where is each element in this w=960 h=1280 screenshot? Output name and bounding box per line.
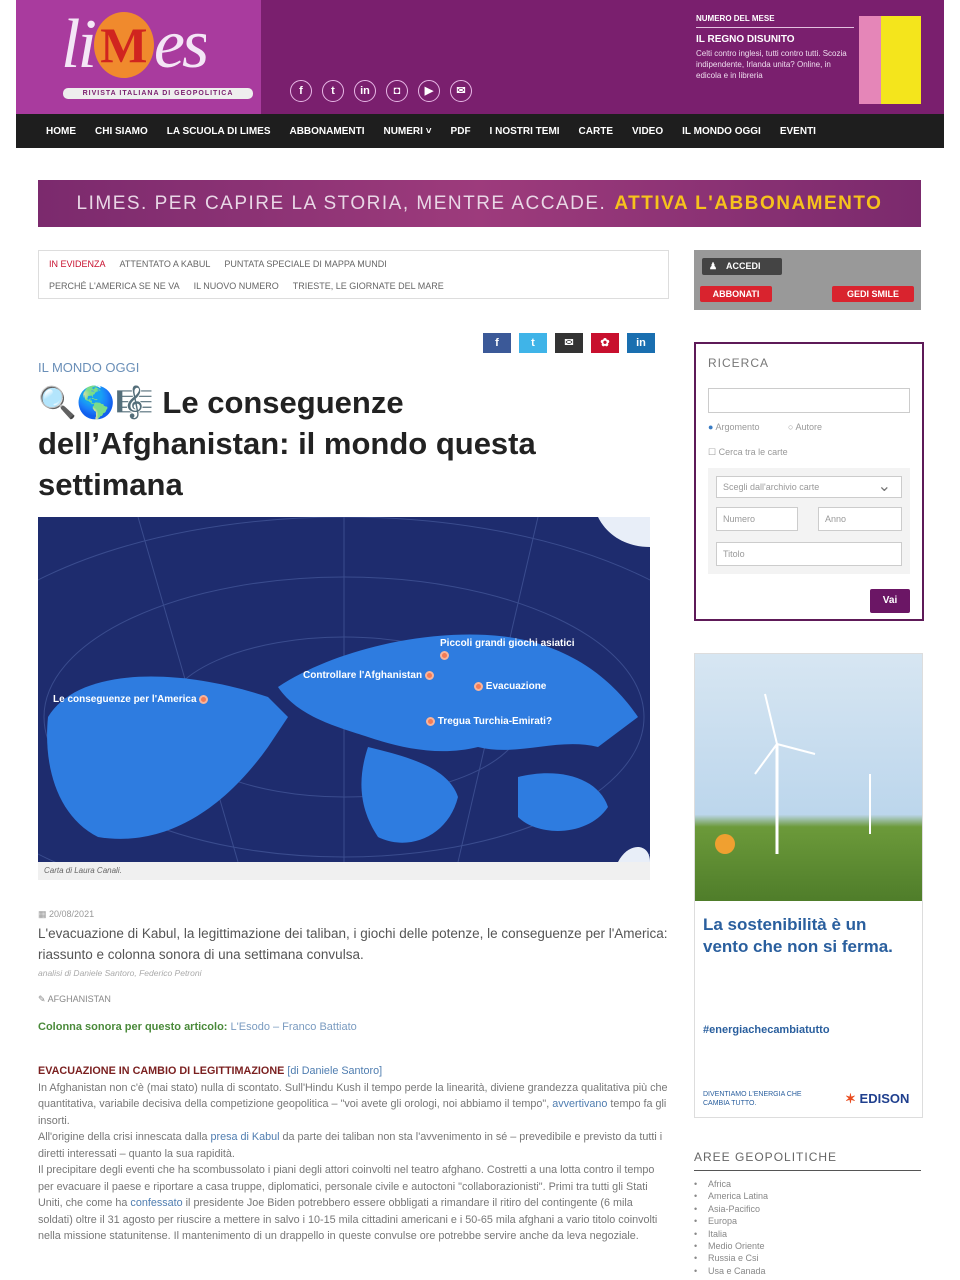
search-input[interactable]	[708, 388, 910, 413]
site-header	[16, 0, 944, 114]
article-authors: analisi di Daniele Santoro, Federico Petroni	[38, 968, 202, 978]
share-twitter-button[interactable]: t	[519, 333, 547, 353]
numero-input[interactable]: Numero	[716, 507, 798, 531]
areas-heading: AREE GEOPOLITICHE	[694, 1150, 921, 1171]
twitter-icon[interactable]: t	[322, 80, 344, 102]
nav-chi-siamo[interactable]: CHI SIAMO	[95, 125, 148, 137]
checkbox-carte[interactable]: ☐ Cerca tra le carte	[708, 447, 788, 457]
evidenza-item[interactable]: IL NUOVO NUMERO	[193, 281, 279, 291]
soundtrack: Colonna sonora per questo articolo: L'Esodo – Franco Battiato	[38, 1021, 357, 1033]
author-link[interactable]: [di Daniele Santoro]	[287, 1065, 383, 1077]
archive-select[interactable]: Scegli dall'archivio carte ⌄	[716, 476, 902, 498]
radio-autore[interactable]: ○ Autore	[788, 422, 822, 432]
area-link[interactable]: • Europa	[694, 1215, 768, 1227]
search-submit-button[interactable]: Vai	[870, 589, 910, 613]
evidenza-item[interactable]: TRIESTE, LE GIORNATE DEL MARE	[292, 281, 444, 291]
chevron-down-icon: ⌄	[877, 478, 891, 495]
area-link[interactable]: • Italia	[694, 1228, 768, 1240]
soundtrack-link[interactable]: L'Esodo – Franco Battiato	[230, 1021, 357, 1033]
subscribe-cta[interactable]: ATTIVA L'ABBONAMENTO	[614, 192, 883, 214]
user-icon: ♟	[709, 261, 718, 271]
gedi-smile-button[interactable]: GEDI SMILE	[832, 286, 914, 302]
nav-home[interactable]: HOME	[46, 125, 76, 137]
article-tag[interactable]: ✎ AFGHANISTAN	[38, 994, 111, 1004]
linkedin-icon[interactable]: in	[354, 80, 376, 102]
share-facebook-button[interactable]: f	[483, 333, 511, 353]
login-button[interactable]: ♟ ACCEDI	[702, 258, 782, 275]
logo-lettering: li Mes	[61, 8, 207, 82]
map-label: Evacuazione	[474, 681, 546, 693]
logo-subtitle: RIVISTA ITALIANA DI GEOPOLITICA	[63, 88, 253, 99]
nav-mondo-oggi[interactable]: IL MONDO OGGI	[682, 125, 761, 137]
map-label: Controllare l'Afghanistan	[303, 670, 434, 682]
edison-logo: ✶ EDISON	[845, 1091, 910, 1106]
share-gift-button[interactable]: ✿	[591, 333, 619, 353]
world-map-graphic	[38, 517, 650, 862]
issue-cover-image[interactable]	[859, 16, 921, 104]
share-linkedin-button[interactable]: in	[627, 333, 655, 353]
nav-abbonamenti[interactable]: ABBONAMENTI	[289, 125, 365, 137]
anno-input[interactable]: Anno	[818, 507, 902, 531]
share-buttons	[483, 333, 655, 353]
login-box	[694, 250, 921, 310]
article-map-image	[38, 517, 650, 862]
evidenza-item[interactable]: PERCHÉ L'AMERICA SE NE VA	[49, 281, 180, 291]
subscription-banner[interactable]: LIMES. PER CAPIRE LA STORIA, MENTRE ACCADE. ATTIVA L'ABBONAMENTO	[38, 180, 921, 227]
article-title: 🔍🌎🎼 Le conseguenze dell’Afghanistan: il mondo questa settimana	[38, 385, 536, 502]
ad-wind-turbine-photo	[695, 654, 923, 901]
radio-argomento[interactable]: ● Argomento	[708, 422, 760, 432]
article-category[interactable]: IL MONDO OGGI	[38, 360, 140, 375]
nav-video[interactable]: VIDEO	[632, 125, 664, 137]
area-link[interactable]: • Africa	[694, 1178, 768, 1190]
inline-link[interactable]: avvertivano	[552, 1098, 608, 1110]
map-label: Le conseguenze per l'America	[53, 694, 208, 706]
article-body: EVACUAZIONE IN CAMBIO DI LEGITTIMAZIONE [di Daniele Santoro] In Afghanistan non c'è (mai stato) nulla di scontato. Sull'Hindu Kush il tempo perde la linearità, diviene grandezza qualitativa più che quantitativa, variabile decisiva della competizione geopolitica – "voi avete gli orologi, noi abbiamo il tempo", avvertivano tempo fa gli insorti. All'origine della crisi innescata dalla presa di Kabul da parte dei taliban non sta l'avvenimento in sé – prevedibile e previsto da tutti i diretti interessati – quanto la sua rapidità. Il precipitare degli eventi che ha scombussolato i piani degli attori coinvolti nel teatro afghano. Costretti a una lotta contro il tempo per evacuare il paese e riportare a casa truppe, diplomatici, personale civile e autoctoni "collaborazionisti". Primi tra tutti gli Stati Uniti, che come ha confessato il presidente Joe Biden potrebbero essere obbligati a rimandare il ritiro del contingente (6 mila soldati) oltre il 31 agosto per riuscire a mettere in salvo i 10-15 mila cittadini americani e i 50-65 mila afghani a vario titolo coinvolti nella missione statunitense. Il mantenimento di un drappello in queste convulse ore potrebbe servire anche da leva negoziale.	[38, 1065, 668, 1242]
map-caption: Carta di Laura Canali.	[38, 862, 650, 880]
areas-list	[694, 1178, 768, 1277]
area-link[interactable]: • Asia-Pacifico	[694, 1203, 768, 1215]
nav-temi[interactable]: I NOSTRI TEMI	[489, 125, 560, 137]
limes-logo[interactable]	[61, 8, 261, 106]
area-link[interactable]: • Medio Oriente	[694, 1240, 768, 1252]
instagram-icon[interactable]: ◘	[386, 80, 408, 102]
area-link[interactable]: • America Latina	[694, 1190, 768, 1202]
nav-pdf[interactable]: PDF	[450, 125, 471, 137]
nav-eventi[interactable]: EVENTI	[779, 125, 816, 137]
main-nav	[16, 114, 944, 148]
search-box: RICERCA ● Argomento ○ Autore ☐ Cerca tra le carte Scegli dall'archivio carte ⌄ Numero Anno Titolo Vai	[694, 342, 924, 621]
inline-link[interactable]: confessato	[130, 1197, 183, 1209]
facebook-icon[interactable]: f	[290, 80, 312, 102]
nav-numeri[interactable]: NUMERI ˅	[383, 125, 432, 137]
inline-link[interactable]: presa di Kabul	[210, 1131, 280, 1143]
article-date: ▦ 20/08/2021	[38, 909, 95, 919]
nav-carte[interactable]: CARTE	[578, 125, 613, 137]
in-evidenza-box: IN EVIDENZA ATTENTATO A KABUL PUNTATA SPECIALE DI MAPPA MUNDI PERCHÉ L'AMERICA SE NE VA IL NUOVO NUMERO TRIESTE, LE GIORNATE DEL MARE	[38, 250, 669, 299]
tag-icon: ✎	[38, 994, 46, 1004]
email-icon[interactable]: ✉	[450, 80, 472, 102]
area-link[interactable]: • Russia e Csi	[694, 1252, 768, 1264]
article-summary: L'evacuazione di Kabul, la legittimazione dei taliban, i giochi delle potenze, le conseguenze per l'America: riassunto e colonna sonora di una settimana convulsa.	[38, 926, 668, 962]
evidenza-item[interactable]: ATTENTATO A KABUL	[119, 259, 211, 269]
issue-of-month[interactable]: NUMERO DEL MESE IL REGNO DISUNITO Celti contro inglesi, tutti contro tutti. Scozia indipendente, Irlanda unita? Online, in edicola e in libreria	[696, 14, 854, 81]
subscribe-button[interactable]: ABBONATI	[700, 286, 772, 302]
youtube-icon[interactable]: ▶	[418, 80, 440, 102]
calendar-icon: ▦	[38, 909, 47, 919]
map-label: Tregua Turchia-Emirati?	[426, 716, 552, 728]
titolo-input[interactable]: Titolo	[716, 542, 902, 566]
area-link[interactable]: • Usa e Canada	[694, 1265, 768, 1277]
map-label: Piccoli grandi giochi asiatici	[440, 638, 574, 662]
evidenza-item[interactable]: PUNTATA SPECIALE DI MAPPA MUNDI	[224, 259, 387, 269]
share-email-button[interactable]: ✉	[555, 333, 583, 353]
nav-scuola[interactable]: LA SCUOLA DI LIMES	[166, 125, 271, 137]
edison-advertisement[interactable]: La sostenibilità è un vento che non si ferma. #energiachecambiatutto DIVENTIAMO L'ENERGIA CHE CAMBIA TUTTO. ✶ EDISON	[694, 653, 923, 1118]
